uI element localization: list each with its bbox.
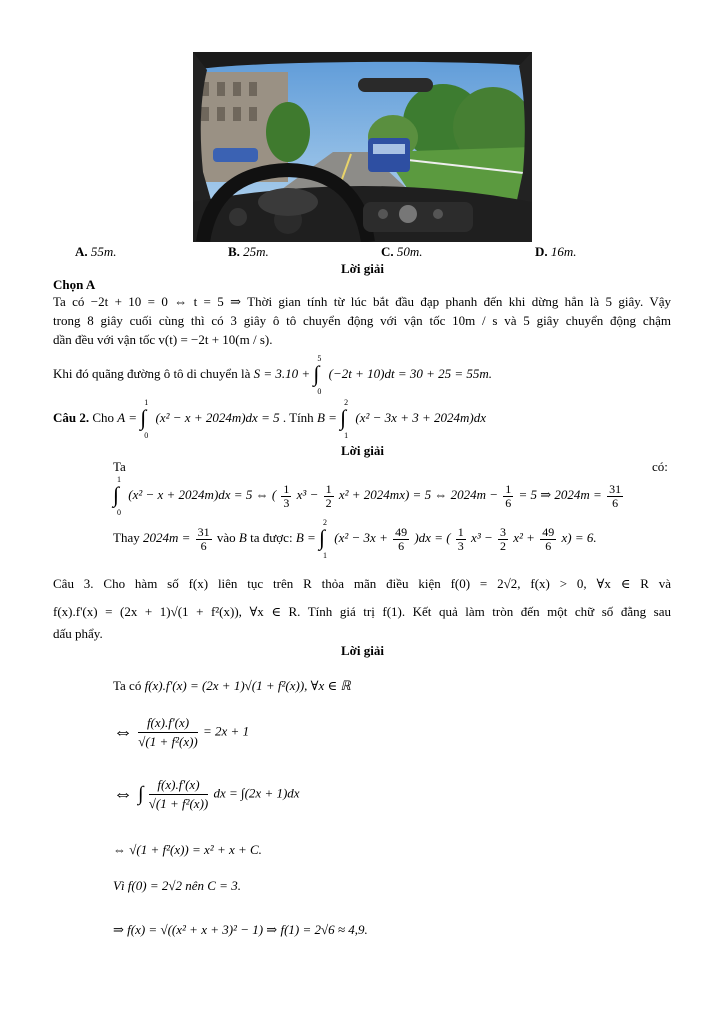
q2-frac-1-3-b: $\frac{1}{3}$ (457, 524, 464, 553)
option-b-label: B. (228, 244, 240, 259)
q2-frac-1-6: $\frac{1}{6}$ (505, 481, 512, 510)
q3-step3: ⇔ ∫ $\frac{f(x).f'(x)}{\text{√(1 + f²(x))}}$ dx = ∫(2x + 1)dx (113, 777, 300, 811)
q2-step1-integrand: (x² − x + 2024m)dx = 5 ⇔ ( (128, 486, 277, 502)
option-d (535, 244, 577, 260)
q1-line4 (53, 354, 671, 396)
q2-B-var: B (238, 529, 247, 545)
q3-step2: ⇔ $\frac{f(x).f'(x)}{\text{√(1 + f²(x))}}$ = 2x + 1 (113, 715, 250, 749)
q2-ta-duoc: ta được: (250, 529, 293, 545)
q2-result-a: B = (295, 529, 320, 545)
q3-s1: f(x).f'(x) = (2x + 1)√(1 + f²(x)), ∀x ∈ ℝ (144, 678, 351, 693)
q2-result-g: = 6. (574, 529, 597, 545)
q2-frac-31-6-b: $\frac{31}{6}$ (197, 524, 210, 553)
q3-line3: dấu phẩy. (53, 626, 103, 641)
q2-co: có: (652, 459, 668, 474)
q2-text-cho: Cho (92, 409, 115, 425)
car-scene-image (193, 52, 532, 242)
q2-frac-1-2: $\frac{1}{2}$ (325, 481, 332, 510)
q2-result-b: (x² − 3x + (334, 529, 392, 545)
q1-line2: trong 8 giây cuối cùng thì có 3 giây ô tô chuyển động với vận tốc 10m / s và 5 giây chuyển động chậm (53, 313, 671, 328)
q3-step4: ⇔ √(1 + f²(x)) = x² + x + C. (113, 842, 262, 857)
option-d-label: D. (535, 244, 548, 259)
q2-B-integrand: (x² − 3x + 3 + 2024m)dx (355, 409, 486, 425)
q2-step1-integral-sign: 1 ∫ 0 (113, 475, 121, 517)
q1-integral-sign: 5 ∫ 0 (313, 354, 322, 396)
q2-A-integrand: (x² − x + 2024m)dx = 5 (155, 409, 280, 425)
option-b-value: 25m. (243, 244, 269, 259)
q1-answer: Chọn A (53, 277, 96, 292)
q2-result-f: x) (561, 529, 572, 545)
q1-line4-prefix: Khi đó quãng đường ô tô di chuyển là (53, 365, 251, 381)
q1-line4-formula: S = 3.10 + (253, 365, 314, 381)
q2-text-tinh: . Tính (282, 409, 314, 425)
option-a (75, 244, 117, 260)
q2-label: Câu 2. (53, 409, 90, 425)
q3-step6: ⇒ f(x) = √((x² + x + 3)² − 1) ⇒ f(1) = 2√6 ≈ 4,9. (113, 922, 368, 937)
option-b (228, 244, 269, 260)
q2-frac-31-6: $\frac{31}{6}$ (609, 481, 622, 510)
q2-B-integral-sign: 2 ∫ 1 (340, 398, 349, 440)
q2-thay: Thay (113, 529, 140, 545)
q3-step5: Vì f(0) = 2√2 nên C = 3. (113, 878, 241, 893)
q2-result-c: )dx = ( (414, 529, 451, 545)
q3-s3-rhs: dx = ∫(2x + 1)dx (213, 785, 300, 801)
q2-frac-1-3: $\frac{1}{3}$ (283, 481, 290, 510)
q2-thay-expr: 2024m = (142, 529, 194, 545)
option-a-label: A. (75, 244, 88, 259)
q3-solution-heading: Lời giải (341, 643, 384, 658)
q2-result-integral-sign: 2 ∫ 1 (319, 518, 328, 560)
q2-result-e: x² + (513, 529, 539, 545)
q2-ta: Ta (113, 459, 126, 474)
q3-s3-fraction: $\frac{f(x).f'(x)}{\text{√(1 + f²(x))}}$ (148, 777, 209, 811)
q2-solution-heading: Lời giải (341, 443, 384, 458)
q2-step1-end2: = 5 ⇒ 2024m = (518, 486, 606, 502)
q2-A-expr: A = (117, 409, 141, 425)
q2-frac-49-6: $\frac{49}{6}$ (395, 524, 408, 553)
q2-frac-3-2: $\frac{3}{2}$ (500, 524, 506, 553)
q3-step1 (113, 678, 351, 694)
option-c-label: C. (381, 244, 394, 259)
q2-step1 (113, 475, 625, 517)
q2-vao: vào (216, 529, 236, 545)
q2-result-d: x³ − (471, 529, 496, 545)
q1-line4-integrand: (−2t + 10)dt = 30 + 25 = 55m. (328, 365, 493, 381)
q2-B-expr: B = (316, 409, 341, 425)
option-c-value: 50m. (396, 244, 423, 259)
q3-s1-prefix: Ta có (113, 678, 142, 693)
q2-step1-tail: x³ − (296, 486, 322, 502)
q3-s2-fraction: $\frac{f(x).f'(x)}{\text{√(1 + f²(x))}}$ (138, 715, 198, 749)
car-dashboard-illustration (193, 52, 532, 242)
q2-step1-end: = 5 ⇔ 2024m − (412, 486, 502, 502)
q2-A-integral-sign: 1 ∫ 0 (140, 398, 149, 440)
q1-line1: Ta có −2t + 10 = 0 ⇔ t = 5 ⇒ Thời gian tính từ lúc bắt đầu đạp phanh đến khi dừng hẳn là 5 giây. Vậy (53, 294, 671, 309)
q3-line2: f(x).f'(x) = (2x + 1)√(1 + f²(x)), ∀x ∈ R. Tính giá trị f(1). Kết quả làm tròn đến một chữ số đằng sau (53, 604, 671, 619)
q2-frac-49-6-b: $\frac{49}{6}$ (542, 524, 555, 553)
q1-line3: dần đều với vận tốc v(t) = −2t + 10(m / s). (53, 332, 273, 347)
q2-step2 (113, 518, 597, 560)
q1-solution-heading: Lời giải (341, 261, 384, 276)
option-c (381, 244, 423, 260)
option-a-value: 55m. (90, 244, 117, 259)
q2-step1-tail2: x² + 2024mx) (338, 486, 410, 502)
q3-line1: Câu 3. Cho hàm số f(x) liên tục trên R thỏa mãn điều kiện f(0) = 2√2, f(x) > 0, ∀x ∈ R và (53, 576, 671, 591)
q3-s2-rhs: = 2x + 1 (203, 723, 250, 739)
option-d-value: 16m. (550, 244, 577, 259)
q2-statement (53, 398, 671, 440)
